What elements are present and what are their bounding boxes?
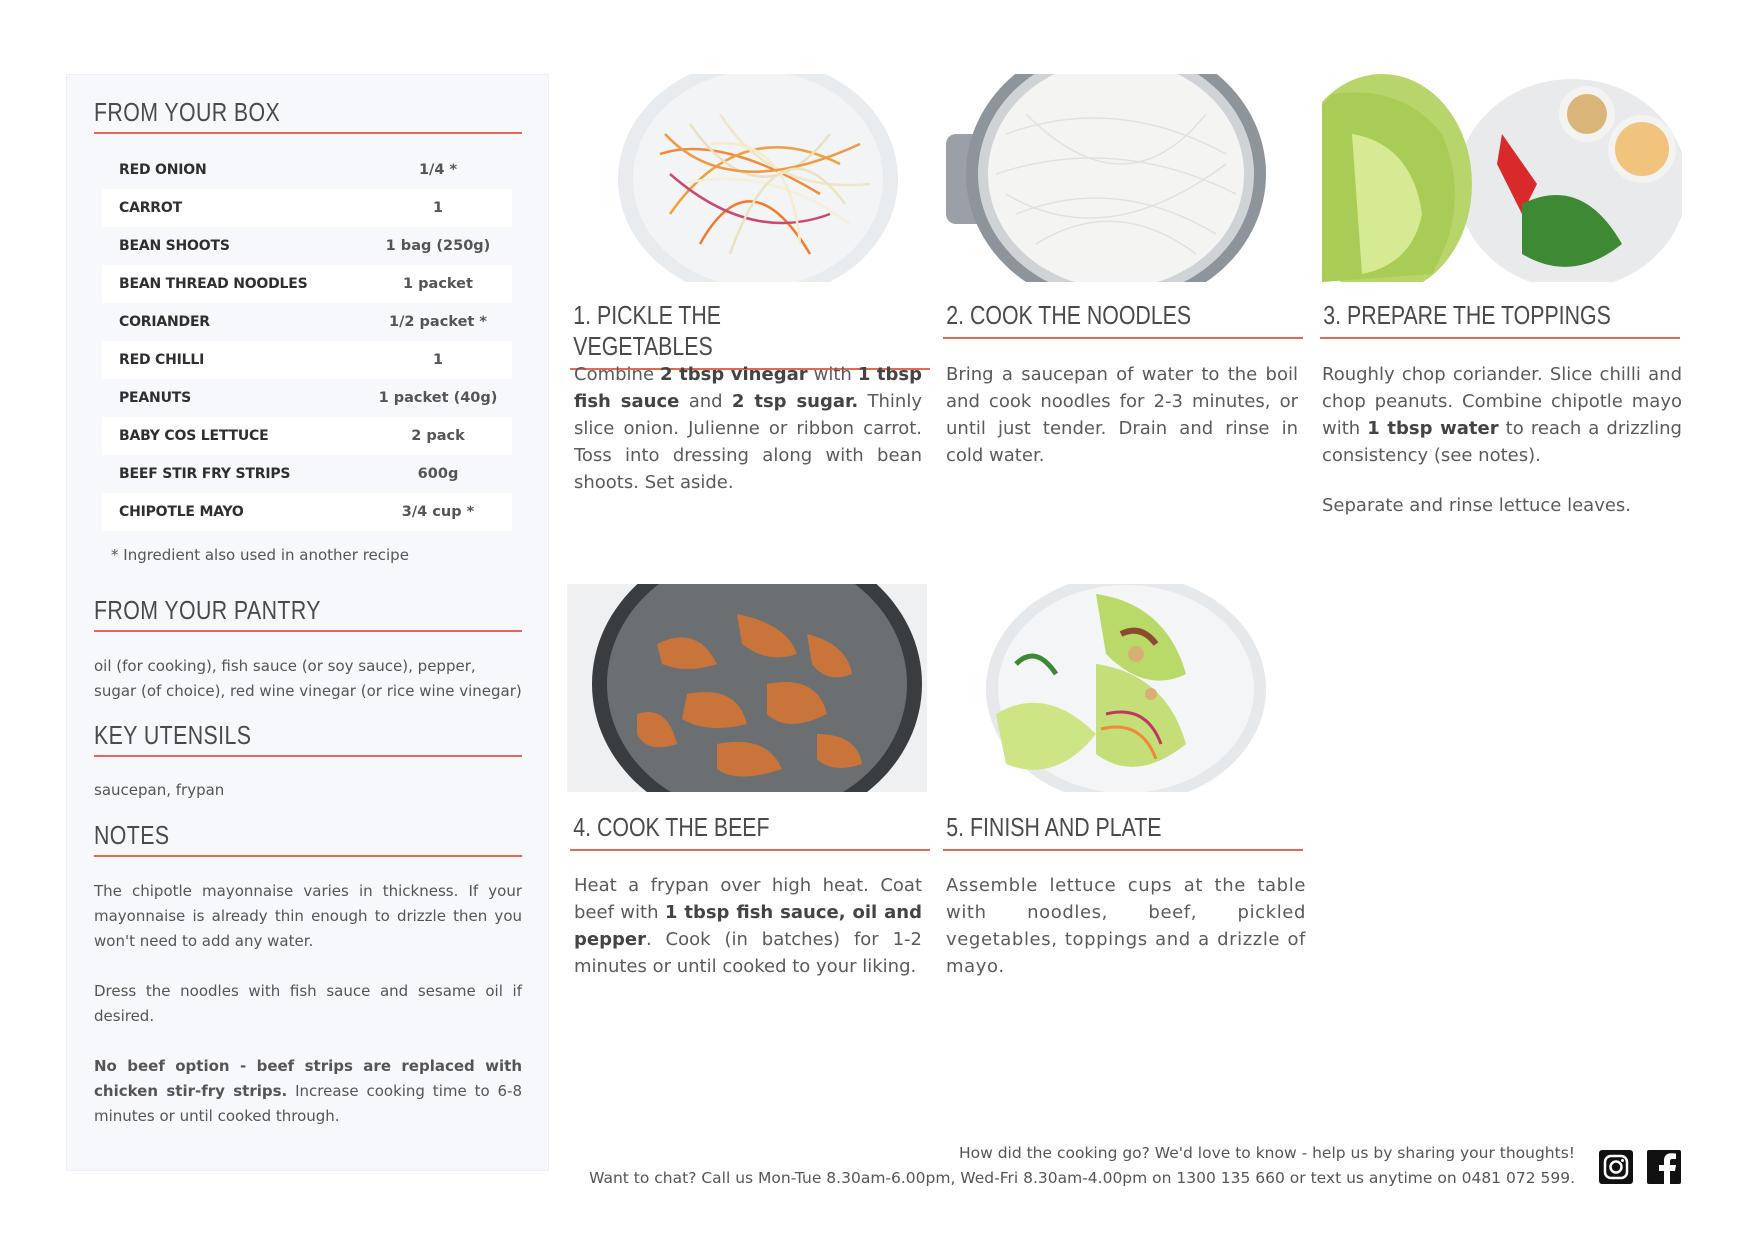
ingredient-qty: 2 pack [411, 428, 465, 444]
text-bold: 2 tbsp vinegar [660, 364, 808, 385]
ingredient-name: BEAN THREAD NOODLES [119, 276, 308, 292]
facebook-icon[interactable] [1646, 1149, 1682, 1185]
ingredient-row [102, 151, 512, 189]
note-paragraph: The chipotle mayonnaise varies in thickness. If your mayonnaise is already thin enough to drizzle then you won't need to add any water. [94, 882, 522, 950]
step-1-text [574, 361, 922, 496]
from-your-box-heading: FROM YOUR BOX [94, 97, 522, 134]
text-bold: 2 tsp sugar. [731, 391, 859, 412]
ingredient-qty: 1 bag (250g) [385, 238, 491, 254]
ingredient-qty: 1 packet (40g) [378, 390, 498, 406]
ingredient-qty: 600g [417, 466, 459, 482]
ingredient-row [102, 303, 512, 341]
note-paragraph: Dress the noodles with fish sauce and sesame oil if desired. [94, 982, 522, 1025]
note-rest: Increase cooking time to 6-8 minutes or until cooked through. [94, 1082, 522, 1125]
ingredient-name: RED ONION [119, 162, 207, 178]
step-2-photo [946, 74, 1306, 282]
step-3-photo [1322, 74, 1682, 282]
step-3-text [1322, 361, 1682, 469]
step-5-photo [946, 584, 1306, 792]
step-1-photo [570, 74, 930, 282]
text-run: with [807, 364, 858, 385]
ingredient-name: BEAN SHOOTS [119, 238, 230, 254]
ingredient-name: CHIPOTLE MAYO [119, 504, 244, 520]
utensils-list: saucepan, frypan [94, 781, 225, 799]
step-3-text-2: Separate and rinse lettuce leaves. [1322, 495, 1632, 516]
ingredient-name: CORIANDER [119, 314, 210, 330]
ingredient-qty: 1/4 * [418, 162, 458, 178]
ingredient-qty: 1 packet [403, 276, 473, 292]
text-run: Thinly slice onion. Julienne or ribbon carrot. Toss into dressing along with bean shoots. Set aside. [574, 391, 922, 493]
ingredient-row [102, 455, 512, 493]
notes-body [94, 879, 522, 1154]
ingredient-name: BABY COS LETTUCE [119, 428, 269, 444]
ingredient-qty: 1 [432, 352, 444, 368]
ingredients-panel [66, 74, 549, 1171]
ingredient-name: BEEF STIR FRY STRIPS [119, 466, 291, 482]
step-5-heading: 5. FINISH AND PLATE [943, 812, 1303, 851]
step-2-heading: 2. COOK THE NOODLES [943, 300, 1303, 339]
text-run: Roughly chop coriander. Slice chilli and chop peanuts. Combine chipotle mayo with [1322, 364, 1682, 439]
text-run: . Cook (in batches) for 1-2 minutes or until cooked to your liking. [574, 929, 922, 977]
text-run: and [679, 391, 732, 412]
ingredient-row [102, 227, 512, 265]
text-run: to reach a drizzling consistency (see notes). [1322, 418, 1682, 466]
step-4-photo [567, 584, 927, 792]
feedback-line: How did the cooking go? We'd love to know - help us by sharing your thoughts! [958, 1144, 1575, 1162]
step-2-text: Bring a saucepan of water to the boil and cook noodles for 2-3 minutes, or until just tender. Drain and rinse in cold water. [946, 364, 1298, 466]
ingredient-qty: 3/4 cup * [401, 504, 475, 520]
ingredient-row [102, 341, 512, 379]
step-3-heading: 3. PREPARE THE TOPPINGS [1320, 300, 1680, 339]
instagram-icon[interactable] [1598, 1149, 1634, 1185]
note-paragraph [94, 1054, 522, 1129]
note-bold: No beef option - beef strips are replaced with chicken stir-fry strips. [94, 1057, 522, 1100]
text-run: Heat a frypan over high heat. Coat beef with [574, 875, 922, 923]
ingredient-row [102, 493, 512, 531]
ingredients-table [102, 151, 512, 531]
ingredient-name: PEANUTS [119, 390, 191, 406]
ingredient-name: RED CHILLI [119, 352, 205, 368]
contact-line: Want to chat? Call us Mon-Tue 8.30am-6.00pm, Wed-Fri 8.30am-4.00pm on 1300 135 660 or text us anytime on 0481 072 599. [589, 1169, 1575, 1187]
text-bold: 1 tbsp water [1367, 418, 1499, 439]
key-utensils-heading: KEY UTENSILS [94, 720, 522, 757]
footer-contact [589, 1141, 1575, 1191]
ingredient-qty: 1/2 packet * [389, 314, 487, 330]
ingredient-row [102, 265, 512, 303]
ingredient-name: CARROT [119, 200, 182, 216]
ingredient-row [102, 189, 512, 227]
text-bold: 1 tbsp fish sauce, oil and pepper [574, 902, 922, 950]
step-5-text: Assemble lettuce cups at the table with noodles, beef, pickled vegetables, toppings and a drizzle of mayo. [946, 875, 1306, 977]
ingredient-row [102, 379, 512, 417]
text-bold: 1 tbsp fish sauce [574, 364, 922, 412]
notes-heading: NOTES [94, 820, 522, 857]
ingredient-qty: 1 [432, 200, 444, 216]
text-run: Combine [574, 364, 661, 385]
from-your-pantry-heading: FROM YOUR PANTRY [94, 595, 522, 632]
pantry-list: oil (for cooking), fish sauce (or soy sauce), pepper, sugar (of choice), red wine vinegar (or rice wine vinegar) [94, 657, 522, 700]
step-4-text [574, 872, 922, 980]
ingredient-row [102, 417, 512, 455]
step-1-heading: 1. PICKLE THE VEGETABLES [570, 300, 930, 370]
step-4-heading: 4. COOK THE BEEF [570, 812, 930, 851]
ingredient-footnote: * Ingredient also used in another recipe [111, 546, 409, 564]
